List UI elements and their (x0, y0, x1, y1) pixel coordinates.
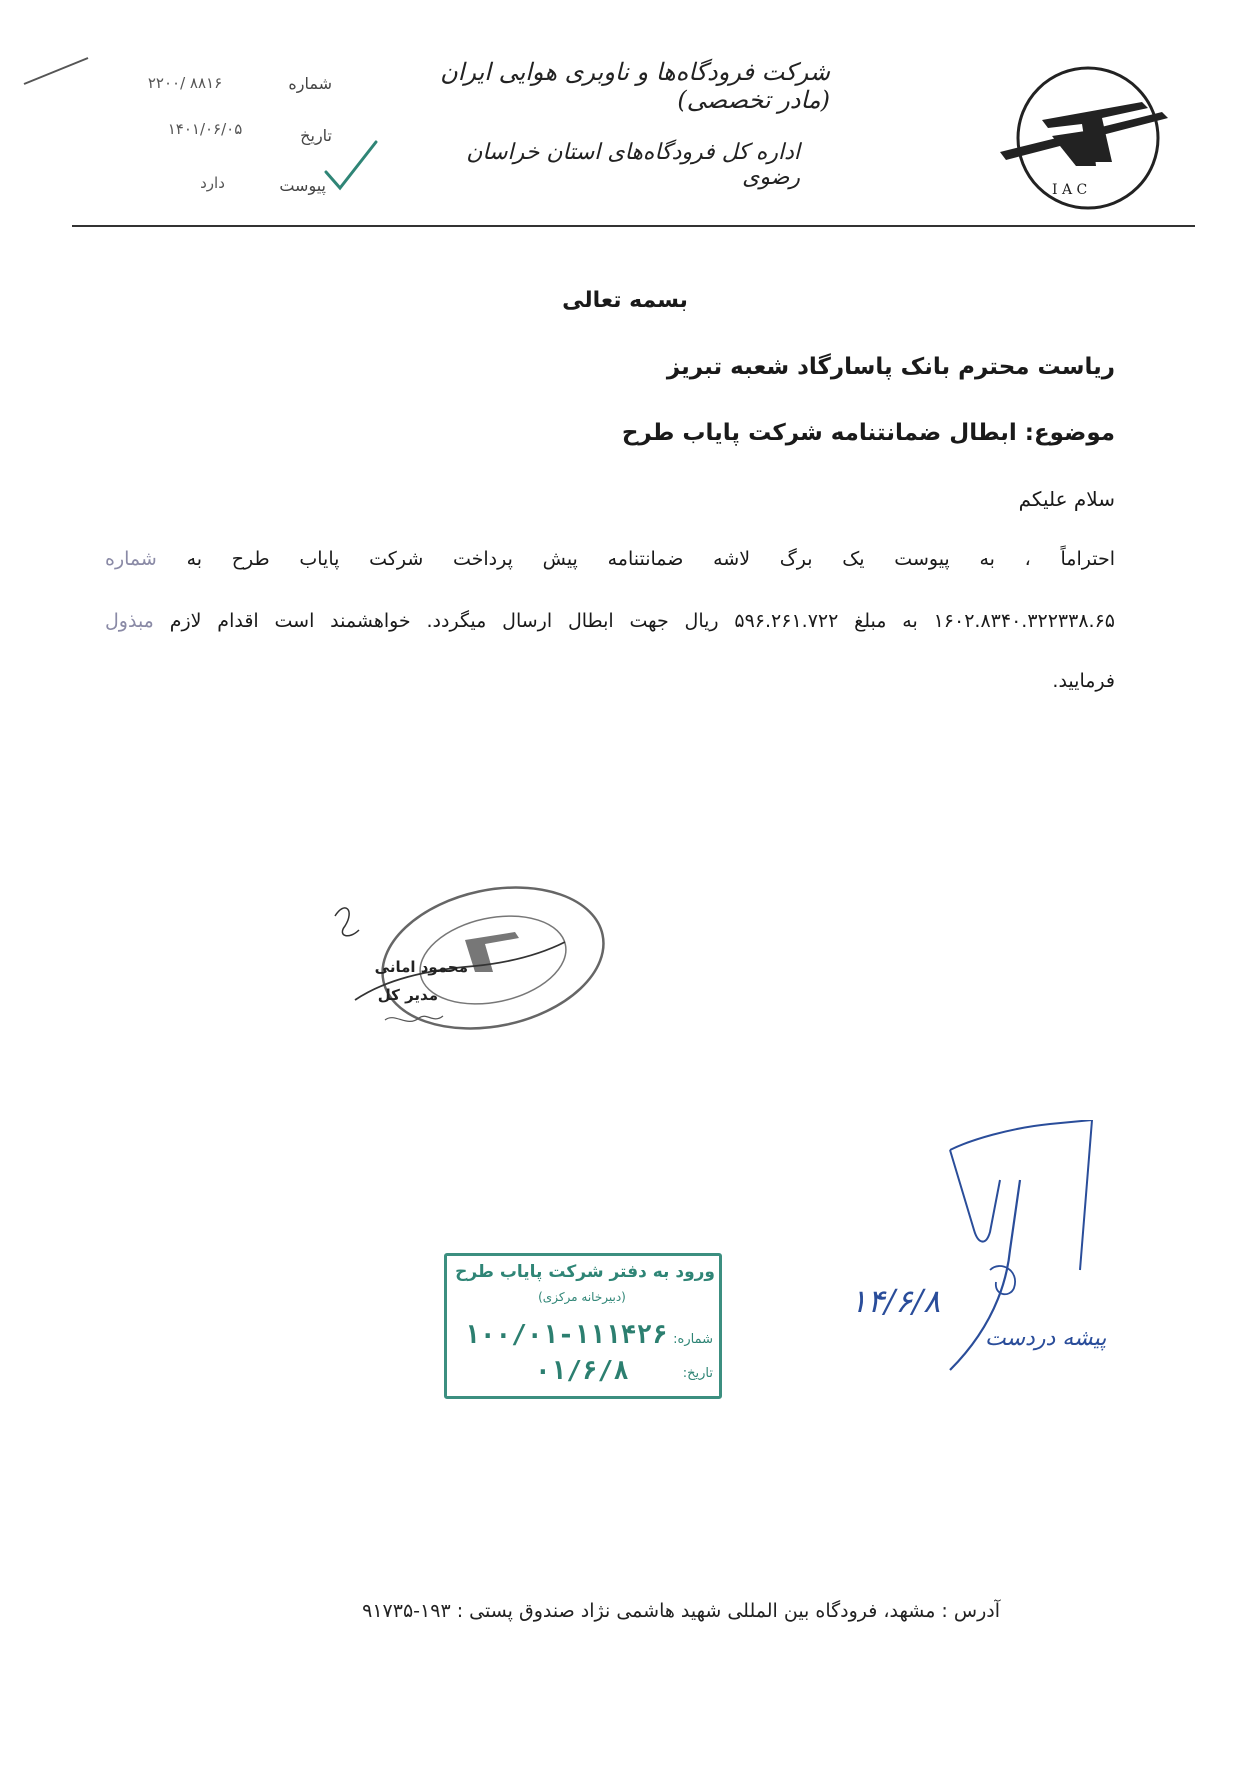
iac-logo (992, 62, 1184, 214)
body-paragraph-line-2 (105, 610, 1115, 632)
stamp-date-value: ۰۱/۶/۸ (535, 1356, 629, 1386)
stamp-title: ورود به دفتر شرکت پایاب طرح (455, 1262, 715, 1282)
body-line-2-text: ۱۶۰۲.۸۳۴۰.۳۲۲۳۳۸.۶۵ به مبلغ ۵۹۶.۲۶۱.۷۲۲ ریال جهت ابطال ارسال میگردد. خواهشمند است اقدام لازم (169, 610, 1115, 632)
checkmark-icon (322, 138, 380, 194)
bismillah: بسمه تعالی (562, 288, 688, 313)
department-name: اداره کل فرودگاه‌های استان خراسان رضوی (466, 140, 800, 190)
number-value: ۲۲۰۰/ ۸۸۱۶ (147, 74, 223, 92)
date-value: ۱۴۰۱/۰۶/۰۵ (167, 120, 243, 138)
signer-title: مدیر کل (377, 986, 438, 1004)
body-line-2-faded: مبذول (105, 610, 154, 632)
number-label: شماره (288, 74, 332, 93)
date-label: تاریخ (300, 126, 332, 145)
recipient-line: ریاست محترم بانک پاسارگاد شعبه تبریز (666, 354, 1115, 380)
handwritten-date: ۱۴/۶/۸ (850, 1282, 941, 1320)
attachment-label: پیوست (279, 176, 326, 195)
footer-address: آدرس : مشهد، فرودگاه بین المللی شهید هاشمی نژاد صندوق پستی : ۱۹۳-۹۱۷۳۵ (362, 1600, 1000, 1622)
corner-pen-mark (22, 56, 92, 86)
header-divider (72, 225, 1195, 227)
stamp-subtitle: (دبیرخانه مرکزی) (538, 1290, 626, 1304)
received-stamp (444, 1253, 722, 1399)
greeting: سلام علیکم (1018, 487, 1115, 511)
signer-name: محمود امانی (374, 958, 468, 976)
stamp-number-value: ۱۰۰/۰۱-۱۱۱۴۲۶ (464, 1320, 668, 1350)
body-paragraph-line-3: فرمایید. (1052, 670, 1115, 692)
stamp-date-label: تاریخ: (682, 1366, 713, 1381)
handwritten-note: پیشه دردست (985, 1326, 1107, 1351)
body-paragraph-line-1 (105, 548, 1115, 570)
logo-emblem-icon (992, 62, 1184, 214)
logo-letters: I A C (1052, 182, 1088, 198)
stamp-number-label: شماره: (673, 1332, 713, 1347)
attachment-value: دارد (200, 174, 225, 192)
body-line-1-faded: شماره (105, 548, 157, 570)
company-name: شرکت فرودگاه‌ها و ناوبری هوایی ایران (مادر تخصصی) (440, 58, 830, 114)
subject-line: موضوع: ابطال ضمانتنامه شرکت پایاب طرح (621, 420, 1115, 446)
body-line-1-text: احتراماً ، به پیوست یک برگ لاشه ضمانتنامه پیش پرداخت شرکت پایاب طرح به (186, 548, 1115, 570)
